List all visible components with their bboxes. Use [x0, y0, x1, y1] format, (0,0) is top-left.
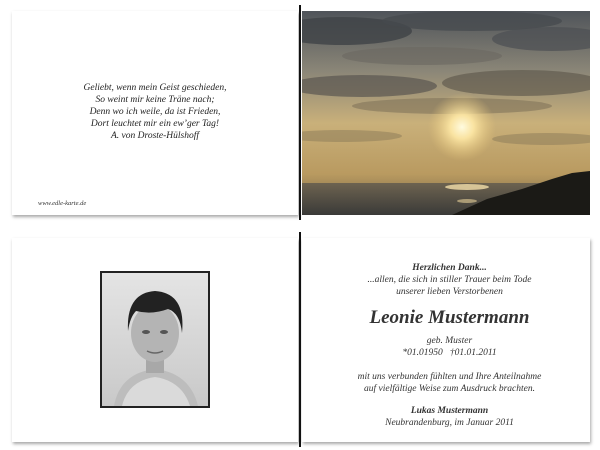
deceased-name: Leonie Mustermann — [369, 307, 530, 328]
thanks-body-line: mit uns verbunden fühlten und Ihre Anteilnahme — [357, 372, 542, 382]
top-fold-line — [299, 5, 301, 220]
poem-line: Geliebt, wenn mein Geist geschieden, — [83, 83, 227, 93]
sunset-photo — [302, 11, 590, 215]
portrait-image — [102, 273, 208, 406]
signer-name: Lukas Mustermann — [410, 406, 489, 416]
poem-line: So weint mir keine Träne nach; — [95, 95, 215, 105]
thanks-heading: Herzlichen Dank... — [412, 263, 487, 273]
bottom-fold-line — [299, 232, 301, 447]
place-date: Neubrandenburg, im Januar 2011 — [385, 418, 514, 428]
portrait-photo — [100, 271, 210, 408]
poem-author: A. von Droste-Hülshoff — [110, 131, 200, 141]
life-dates: *01.01950 †01.01.2011 — [402, 348, 497, 358]
thanks-intro-line: ...allen, die sich in stiller Trauer beim Tode — [367, 275, 532, 285]
thanks-intro-line: unserer lieben Verstorbenen — [396, 287, 503, 297]
thanks-body-line: auf vielfältige Weise zum Ausdruck brachten. — [364, 384, 535, 394]
born-name: geb. Muster — [426, 336, 473, 346]
website-link[interactable]: www.edle-karte.de — [38, 200, 87, 207]
poem-line: Denn wo ich weile, da ist Frieden, — [89, 107, 221, 117]
poem — [12, 82, 298, 142]
thanks-text — [302, 262, 597, 429]
poem-line: Dort leuchtet mir ein ew’ger Tag! — [90, 119, 220, 129]
